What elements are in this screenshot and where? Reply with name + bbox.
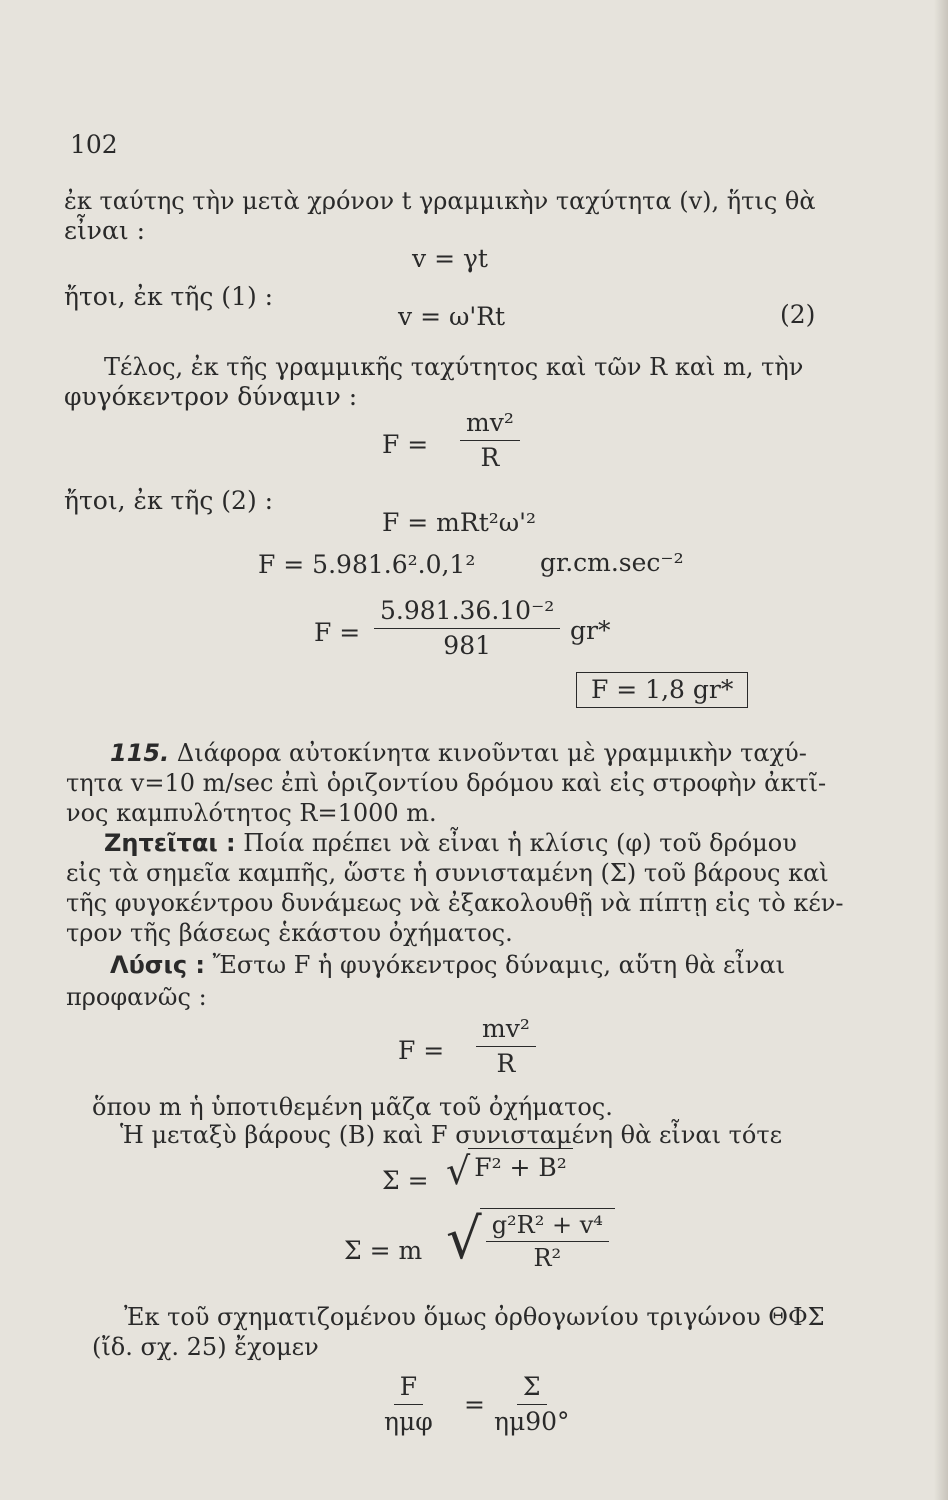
text-line: Ἐκ τοῦ σχηματιζομένου ὅμως ὀρθογωνίου τριγώνου ΘΦΣ <box>124 1303 825 1331</box>
text-line: φυγόκεντρον δύναμιν : <box>64 382 358 411</box>
text-line: προφανῶς : <box>66 983 207 1011</box>
text-span: Ἔστω F ἡ φυγόκεντρος δύναμις, αὕτη θὰ εἶναι <box>212 951 786 979</box>
numerator: g²R² + v⁴ <box>486 1209 609 1242</box>
equation-v-omega-rt: v = ω'Rt <box>398 302 506 331</box>
text-line: ἐκ ταύτης τὴν μετὰ χρόνον t γραμμικὴν ταχύτητα (v), ἥτις θὰ <box>64 187 816 215</box>
equation-f-numeric: F = 5.981.6².0,1² <box>258 550 476 579</box>
denominator: R <box>480 443 500 472</box>
numerator: mv² <box>460 408 520 441</box>
fraction-sigma-sin90 <box>494 1372 570 1437</box>
equation-v-gt: v = γt <box>412 244 488 273</box>
square-root <box>446 1148 573 1194</box>
text-line: ὅπου m ἡ ὑποτιθεμένη μᾶζα τοῦ ὀχήματος. <box>92 1093 613 1121</box>
denominator: 981 <box>443 631 492 660</box>
problem-115-line <box>110 738 807 768</box>
denominator: R <box>496 1049 516 1078</box>
text-line: Τέλος, ἐκ τῆς γραμμικῆς ταχύτητος καὶ τῶν R καὶ m, τὴν <box>104 353 804 381</box>
text-line: τητα v=10 m/sec ἐπὶ ὁριζοντίου δρόμου καὶ εἰς στροφὴν ἀκτῖ- <box>66 769 827 797</box>
fraction-mv2-r <box>476 1014 536 1079</box>
radical-sign: √ <box>446 1149 471 1193</box>
square-root <box>446 1208 615 1272</box>
text-span: Διάφορα αὐτοκίνητα κινοῦνται μὲ γραμμικὴν ταχύ- <box>176 739 807 767</box>
numerator: Σ <box>517 1372 547 1405</box>
text-line: ἤτοι, ἐκ τῆς (1) : <box>64 282 274 311</box>
text-line: τῆς φυγοκέντρου δυνάμεως νὰ ἐξακολουθῇ νὰ πίπτῃ εἰς τὸ κέν- <box>66 889 844 917</box>
text-line: τρον τῆς βάσεως ἑκάστου ὀχήματος. <box>66 919 513 947</box>
equation-unit: gr.cm.sec⁻² <box>540 548 684 577</box>
numerator: F <box>394 1372 423 1405</box>
fraction-f-sinphi <box>384 1372 433 1437</box>
equation-f-mrt2: F = mRt²ω'² <box>382 508 537 537</box>
equation-unit: gr* <box>570 616 611 645</box>
page-edge <box>934 0 948 1500</box>
lysis-line <box>110 950 785 980</box>
text-line: εἰς τὰ σημεῖα καμπῆς, ὥστε ἡ συνισταμένη (Σ) τοῦ βάρους καὶ <box>66 859 829 887</box>
page-number: 102 <box>70 130 118 159</box>
fraction-numeric <box>374 596 560 661</box>
equation-lhs: Σ = m <box>344 1236 423 1265</box>
radical-sign: √ <box>446 1207 482 1272</box>
equation-lhs: Σ = <box>382 1166 429 1195</box>
denominator: ημ90° <box>494 1407 570 1436</box>
equation-lhs: F = <box>314 618 361 647</box>
zititai-label: Ζητεῖται : <box>104 829 236 857</box>
radicand: F² + B² <box>468 1148 573 1183</box>
text-line: (ἴδ. σχ. 25) ἔχομεν <box>92 1333 319 1361</box>
lysis-label: Λύσις : <box>110 951 206 979</box>
equation-lhs: F = <box>382 430 429 459</box>
text-line: νος καμπυλότητος R=1000 m. <box>66 799 437 827</box>
equation-number: (2) <box>780 300 816 329</box>
numerator: 5.981.36.10⁻² <box>374 596 560 629</box>
text-line: Ἡ μεταξὺ βάρους (B) καὶ F συνισταμένη θὰ εἶναι τότε <box>120 1121 783 1149</box>
zititai-line <box>104 828 797 858</box>
boxed-result: F = 1,8 gr* <box>576 672 748 708</box>
equals-sign: = <box>464 1390 485 1419</box>
text-line: εἶναι : <box>64 216 146 245</box>
denominator: R² <box>533 1244 562 1272</box>
problem-number: 115. <box>110 739 170 767</box>
text-span: Ποία πρέπει νὰ εἶναι ἡ κλίσις (φ) τοῦ δρόμου <box>243 829 797 857</box>
text-line: ἤτοι, ἐκ τῆς (2) : <box>64 486 274 515</box>
equation-lhs: F = <box>398 1036 445 1065</box>
fraction-mv2-r <box>460 408 520 473</box>
denominator: ημφ <box>384 1407 433 1436</box>
numerator: mv² <box>476 1014 536 1047</box>
radicand-fraction <box>480 1208 615 1272</box>
